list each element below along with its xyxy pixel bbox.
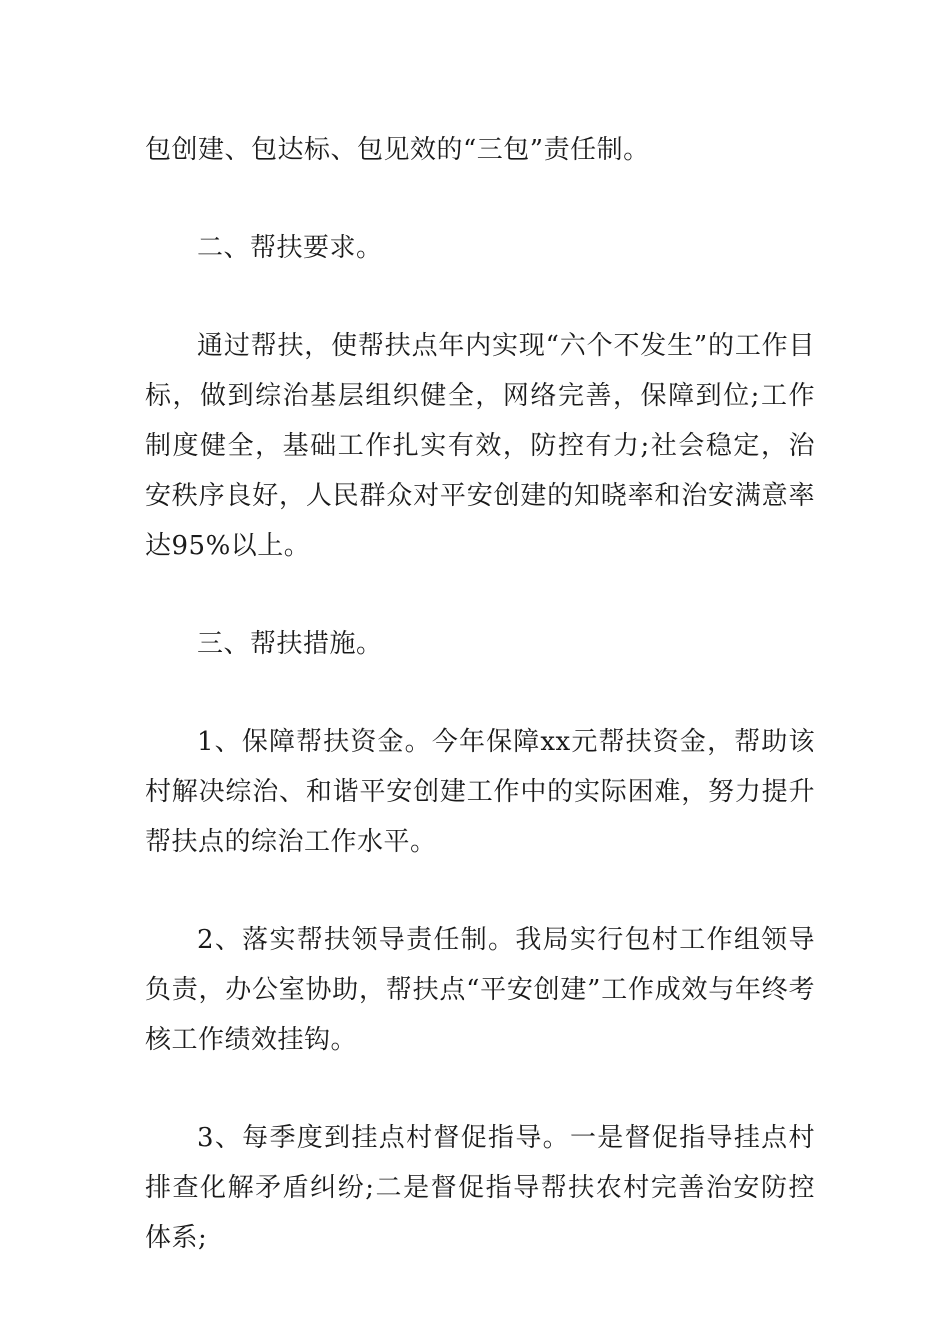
paragraph-continuation: 包创建、包达标、包见效的“三包”责任制。 <box>145 135 650 165</box>
paragraph-measure-3: 3、每季度到挂点村督促指导。一是督促指导挂点村排查化解矛盾纠纷;二是督促指导帮扶农村完善治安防控体系; <box>145 1123 815 1253</box>
paragraph-measure-1: 1、保障帮扶资金。今年保障xx元帮扶资金，帮助该村解决综治、和谐平安创建工作中的实际困难，努力提升帮扶点的综治工作水平。 <box>145 727 815 857</box>
section-heading-requirements: 二、帮扶要求。 <box>197 233 383 263</box>
paragraph-requirements-body: 通过帮扶，使帮扶点年内实现“六个不发生”的工作目标，做到综治基层组织健全，网络完善，保障到位;工作制度健全，基础工作扎实有效，防控有力;社会稳定，治安秩序良好，人民群众对平安创建的知晓率和治安满意率达95%以上。 <box>145 331 815 561</box>
paragraph-measure-2: 2、落实帮扶领导责任制。我局实行包村工作组领导负责，办公室协助，帮扶点“平安创建”工作成效与年终考核工作绩效挂钩。 <box>145 925 815 1055</box>
section-heading-measures: 三、帮扶措施。 <box>197 629 383 659</box>
document-body <box>145 125 815 1311</box>
